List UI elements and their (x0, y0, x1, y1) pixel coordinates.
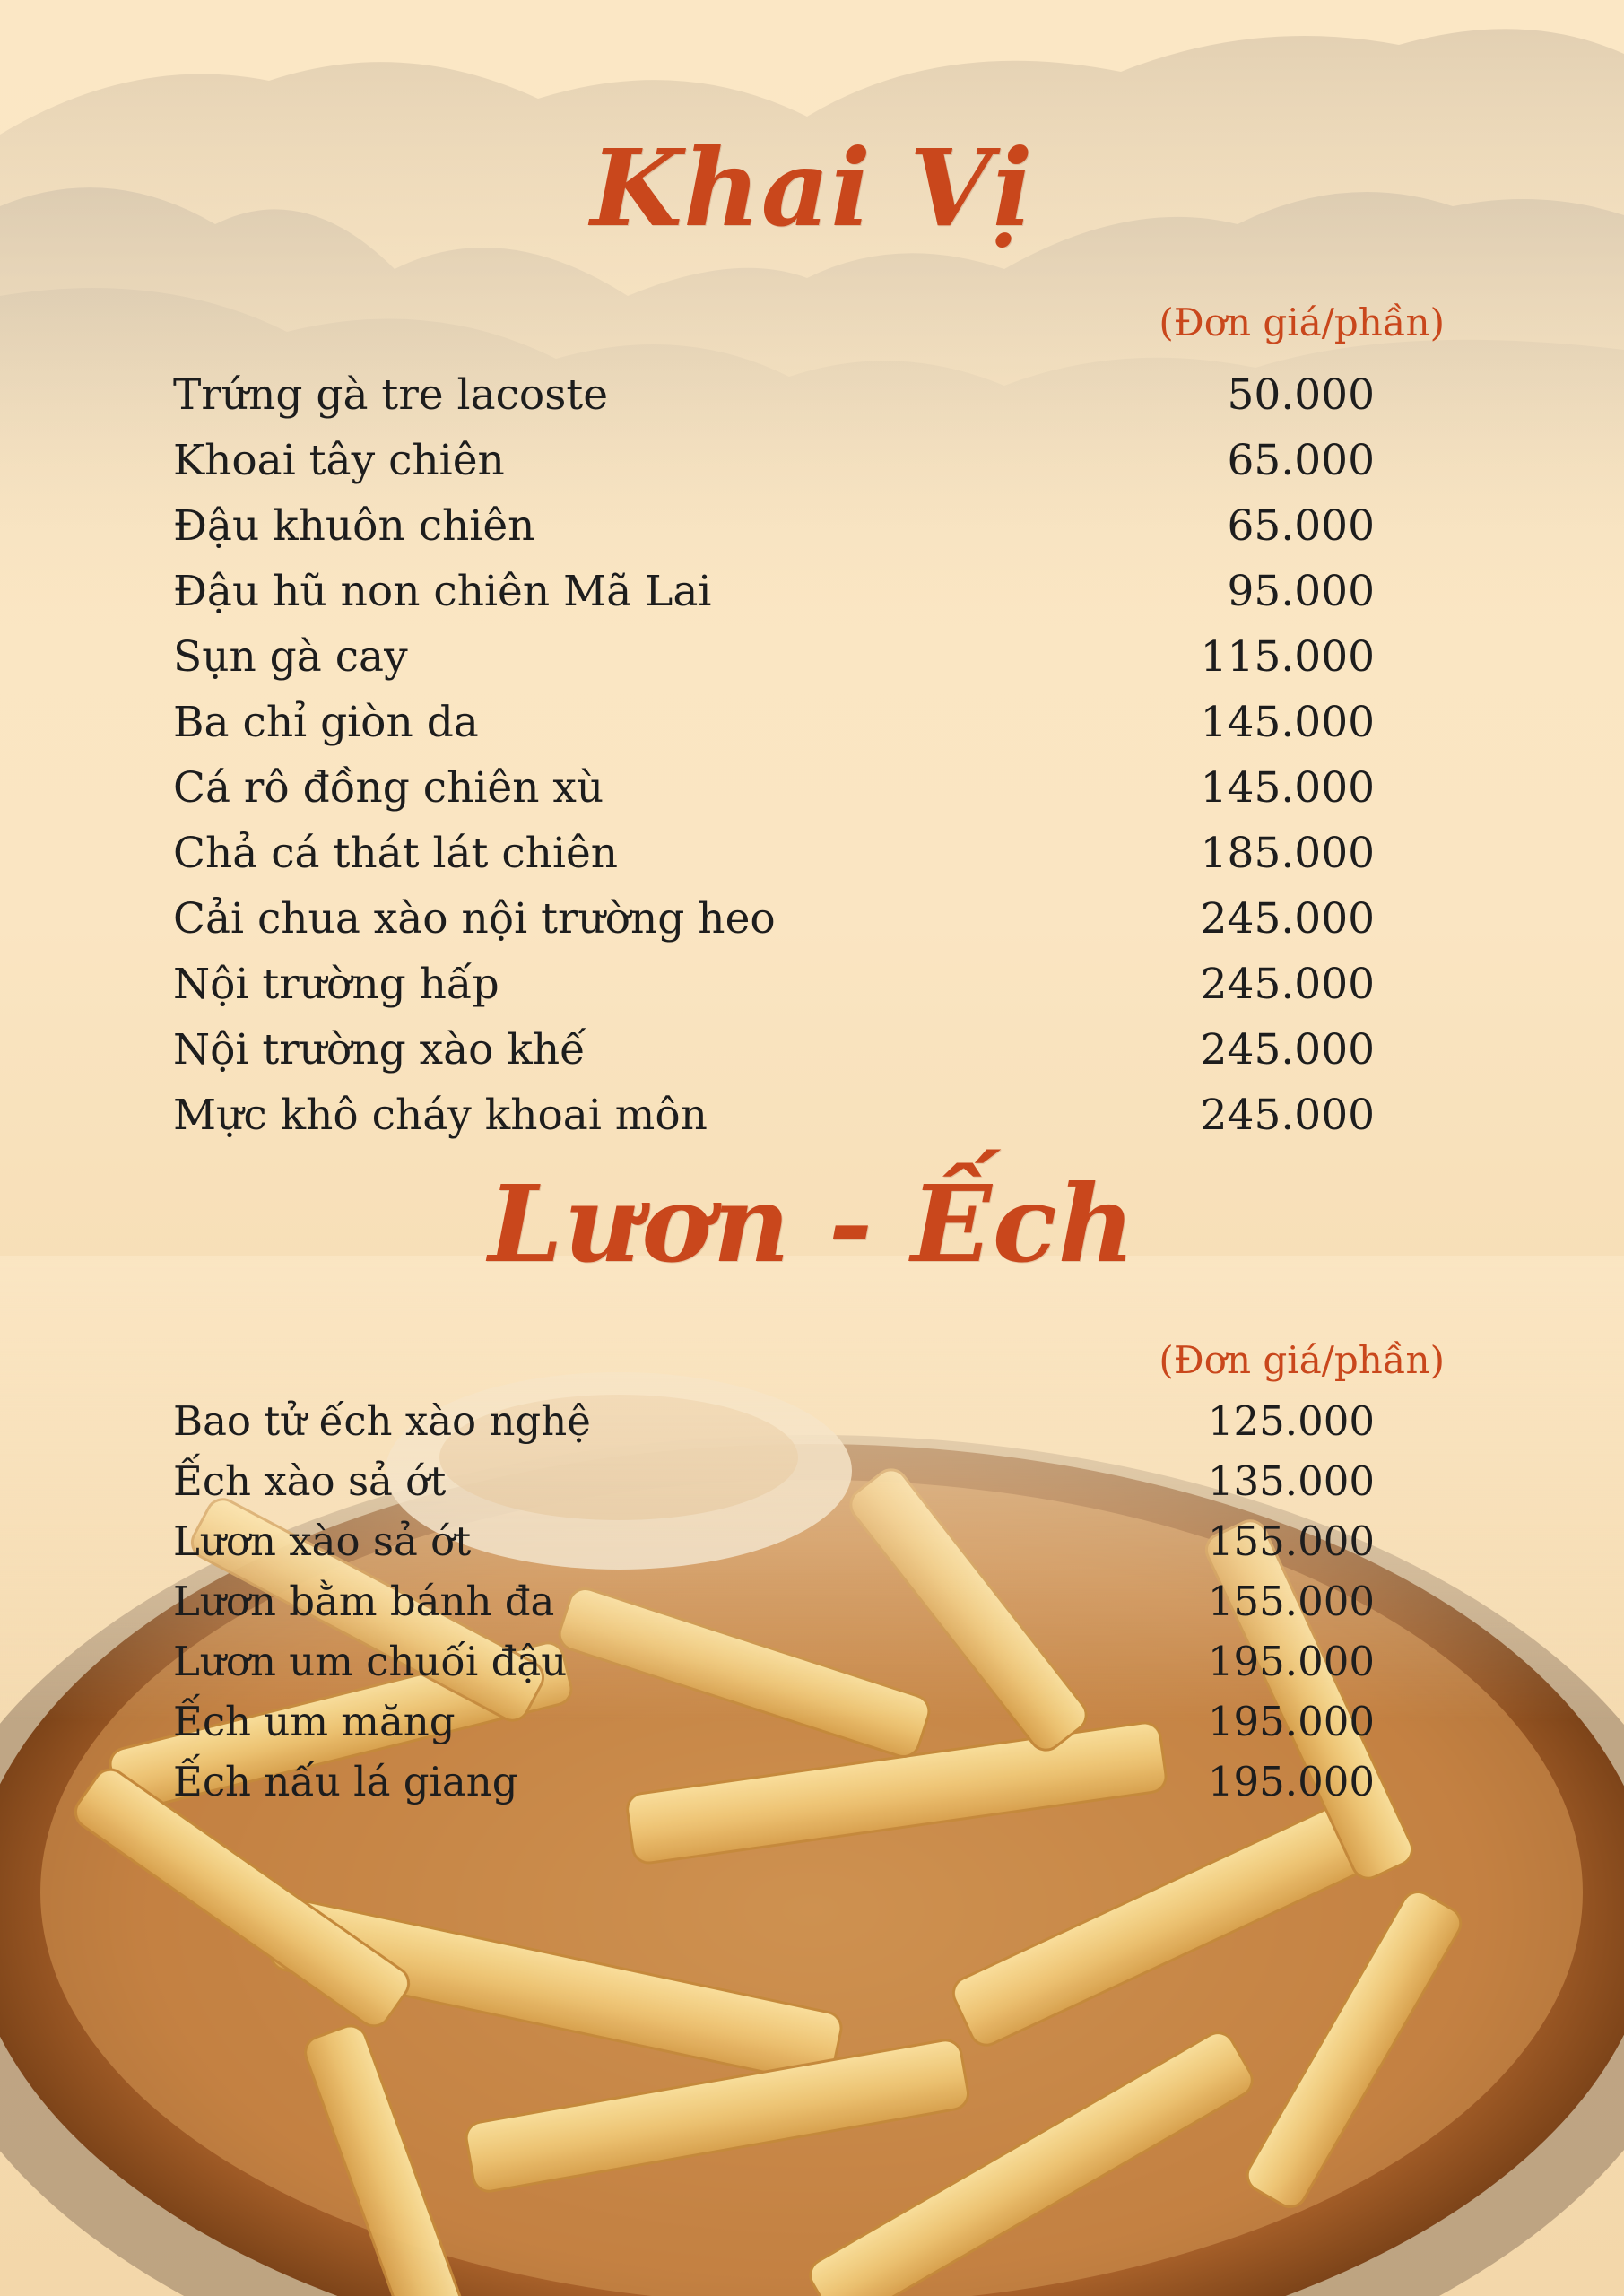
item-name: Nội trường hấp (173, 960, 499, 1009)
item-name: Đậu hũ non chiên Mã Lai (173, 567, 712, 616)
item-name: Ếch xào sả ớt (173, 1457, 447, 1505)
item-name: Lươn bằm bánh đa (173, 1578, 555, 1625)
menu-item (173, 493, 1375, 559)
item-name: Nội trường xào khế (173, 1025, 586, 1074)
item-price: 135.000 (1207, 1457, 1375, 1505)
menu-item (173, 428, 1375, 493)
item-name: Ếch nấu lá giang (173, 1758, 518, 1805)
item-name: Đậu khuôn chiên (173, 501, 535, 551)
item-name: Bao tử ếch xào nghệ (173, 1397, 591, 1445)
menu-item (173, 1391, 1375, 1451)
unit-note-luon-ech: (Đơn giá/phần) (1159, 1338, 1445, 1382)
item-price: 145.000 (1200, 698, 1375, 747)
item-price: 115.000 (1200, 632, 1375, 682)
menu-list-khai-vi (173, 362, 1375, 1148)
menu-item (173, 690, 1375, 755)
item-price: 185.000 (1200, 829, 1375, 878)
item-name: Ba chỉ giòn da (173, 698, 479, 747)
item-price: 245.000 (1200, 1025, 1375, 1074)
menu-item (173, 1571, 1375, 1631)
menu-item (173, 1017, 1375, 1083)
item-price: 125.000 (1207, 1397, 1375, 1445)
item-price: 245.000 (1200, 1091, 1375, 1140)
section-title-khai-vi: Khai Vị (590, 126, 1034, 250)
menu-item (173, 1692, 1375, 1752)
item-name: Sụn gà cay (173, 632, 408, 682)
item-name: Cá rô đồng chiên xù (173, 763, 604, 813)
item-name: Lươn um chuối đậu (173, 1638, 568, 1685)
menu-item (173, 886, 1375, 952)
menu-item (173, 821, 1375, 886)
item-price: 95.000 (1227, 567, 1375, 616)
menu-item (173, 362, 1375, 428)
item-price: 145.000 (1200, 763, 1375, 813)
menu-item (173, 755, 1375, 821)
menu-item (173, 559, 1375, 624)
item-price: 245.000 (1200, 960, 1375, 1009)
item-price: 65.000 (1227, 501, 1375, 551)
menu-item (173, 624, 1375, 690)
item-price: 155.000 (1207, 1518, 1375, 1565)
menu-item (173, 952, 1375, 1017)
item-name: Lươn xào sả ớt (173, 1518, 472, 1565)
item-name: Mực khô cháy khoai môn (173, 1091, 708, 1140)
item-price: 195.000 (1207, 1638, 1375, 1685)
item-price: 195.000 (1207, 1758, 1375, 1805)
item-price: 50.000 (1227, 370, 1375, 420)
menu-item (173, 1631, 1375, 1692)
menu-item (173, 1511, 1375, 1571)
menu-list-luon-ech (173, 1391, 1375, 1812)
item-name: Khoai tây chiên (173, 436, 505, 485)
item-name: Ếch um măng (173, 1698, 456, 1745)
menu-item (173, 1752, 1375, 1812)
item-price: 65.000 (1227, 436, 1375, 485)
item-price: 155.000 (1207, 1578, 1375, 1625)
menu-item (173, 1451, 1375, 1511)
item-price: 195.000 (1207, 1698, 1375, 1745)
section-title-luon-ech: Lươn - Ếch (488, 1161, 1136, 1286)
item-name: Chả cá thát lát chiên (173, 829, 619, 878)
unit-note-khai-vi: (Đơn giá/phần) (1159, 300, 1445, 344)
item-name: Trứng gà tre lacoste (173, 370, 609, 420)
item-price: 245.000 (1200, 894, 1375, 944)
item-name: Cải chua xào nội trường heo (173, 894, 776, 944)
menu-item (173, 1083, 1375, 1148)
